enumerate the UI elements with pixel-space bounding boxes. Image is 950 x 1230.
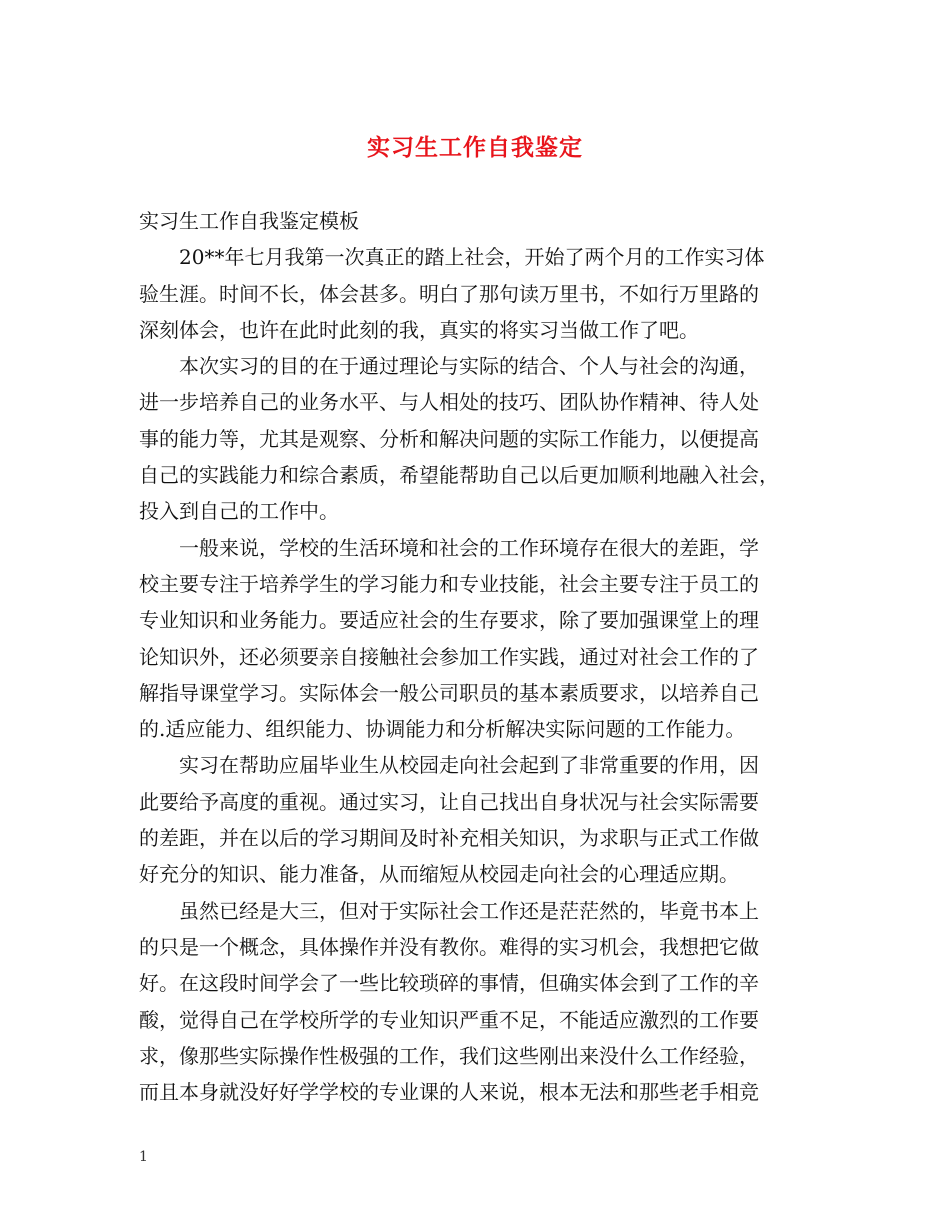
paragraph-line: 深刻体会，也许在此时此刻的我，真实的将实习当做工作了吧。 bbox=[139, 317, 699, 342]
paragraph-line: 的只是一个概念，具体操作并没有教你。难得的实习机会，我想把它做 bbox=[139, 934, 759, 959]
paragraph-line: 解指导课堂学习。实际体会一般公司职员的基本素质要求，以培养自己 bbox=[139, 680, 759, 705]
paragraph-line: 验生涯。时间不长，体会甚多。明白了那句读万里书，不如行万里路的 bbox=[139, 281, 759, 306]
paragraph-line: 论知识外，还必须要亲自接触社会参加工作实践，通过对社会工作的了 bbox=[139, 644, 759, 669]
paragraph-line: 的差距，并在以后的学习期间及时补充相关知识，为求职与正式工作做 bbox=[139, 826, 759, 851]
paragraph bbox=[139, 239, 819, 348]
paragraph-line: 投入到自己的工作中。 bbox=[139, 499, 339, 524]
paragraph-line: 虽然已经是大三，但对于实际社会工作还是茫茫然的，毕竟书本上 bbox=[179, 898, 759, 923]
paragraph-line: 而且本身就没好好学学校的专业课的人来说，根本无法和那些老手相竞 bbox=[139, 1080, 759, 1105]
paragraph-line: 一般来说，学校的生活环境和社会的工作环境存在很大的差距，学 bbox=[179, 535, 759, 560]
document-body bbox=[139, 203, 819, 1110]
paragraph-line: 酸，觉得自己在学校所学的专业知识严重不足，不能适应激烈的工作要 bbox=[139, 1007, 759, 1032]
paragraph-line: 校主要专注于培养学生的学习能力和专业技能，社会主要专注于员工的 bbox=[139, 571, 759, 596]
paragraph-line: 本次实习的目的在于通过理论与实际的结合、个人与社会的沟通， bbox=[179, 354, 759, 379]
paragraph-line: 求，像那些实际操作性极强的工作，我们这些刚出来没什么工作经验， bbox=[139, 1043, 759, 1068]
paragraph-line: 自己的实践能力和综合素质，希望能帮助自己以后更加顺利地融入社会， bbox=[139, 463, 779, 488]
paragraph-line: 的.适应能力、组织能力、协调能力和分析解决实际问题的工作能力。 bbox=[139, 717, 746, 742]
paragraph-line: 进一步培养自己的业务水平、与人相处的技巧、团队协作精神、待人处 bbox=[139, 390, 759, 415]
paragraph-line: 专业知识和业务能力。要适应社会的生存要求，除了要加强课堂上的理 bbox=[139, 608, 759, 633]
paragraph-line: 事的能力等，尤其是观察、分析和解决问题的实际工作能力，以便提高 bbox=[139, 426, 759, 451]
paragraph bbox=[139, 893, 819, 1111]
document-title: 实习生工作自我鉴定 bbox=[367, 134, 583, 161]
paragraph bbox=[139, 348, 819, 529]
paragraph-line: 实习在帮助应届毕业生从校园走向社会起到了非常重要的作用，因 bbox=[179, 753, 759, 778]
paragraph-line: 20**年七月我第一次真正的踏上社会，开始了两个月的工作实习体 bbox=[179, 245, 765, 270]
paragraph bbox=[139, 530, 819, 748]
paragraph-list bbox=[139, 239, 819, 1110]
paragraph bbox=[139, 747, 819, 892]
page-number: 1 bbox=[139, 1149, 148, 1165]
document-subtitle: 实习生工作自我鉴定模板 bbox=[139, 209, 359, 233]
paragraph-line: 此要给予高度的重视。通过实习，让自己找出自身状况与社会实际需要 bbox=[139, 789, 759, 814]
paragraph-line: 好。在这段时间学会了一些比较琐碎的事情，但确实体会到了工作的辛 bbox=[139, 971, 759, 996]
paragraph-line: 好充分的知识、能力准备，从而缩短从校园走向社会的心理适应期。 bbox=[139, 862, 739, 887]
